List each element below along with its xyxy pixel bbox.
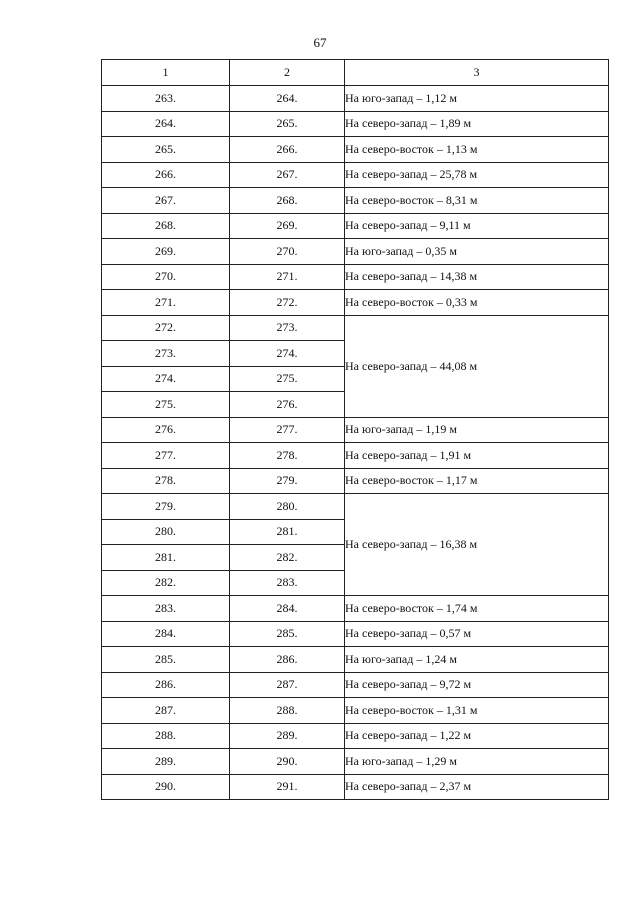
point-from-cell: 264. <box>102 111 230 137</box>
direction-distance-cell: На юго-запад – 1,19 м <box>345 417 609 443</box>
direction-distance-cell: На юго-запад – 0,35 м <box>345 239 609 265</box>
header-col-3: 3 <box>345 60 609 86</box>
point-from-cell: 280. <box>102 519 230 545</box>
table-row <box>102 774 609 800</box>
point-from-cell: 265. <box>102 137 230 163</box>
table-row <box>102 290 609 316</box>
point-from-cell: 287. <box>102 698 230 724</box>
table-row <box>102 86 609 112</box>
point-to-cell: 291. <box>230 774 345 800</box>
point-to-cell: 289. <box>230 723 345 749</box>
table-row <box>102 264 609 290</box>
point-from-cell: 275. <box>102 392 230 418</box>
header-col-2: 2 <box>230 60 345 86</box>
page-number: 67 <box>313 35 327 50</box>
direction-distance-cell: На северо-восток – 1,31 м <box>345 698 609 724</box>
point-to-cell: 277. <box>230 417 345 443</box>
direction-distance-cell: На северо-запад – 16,38 м <box>345 494 609 596</box>
point-to-cell: 264. <box>230 86 345 112</box>
direction-distance-cell: На северо-запад – 1,89 м <box>345 111 609 137</box>
point-from-cell: 289. <box>102 749 230 775</box>
point-to-cell: 275. <box>230 366 345 392</box>
point-from-cell: 288. <box>102 723 230 749</box>
point-to-cell: 274. <box>230 341 345 367</box>
point-from-cell: 290. <box>102 774 230 800</box>
direction-distance-cell: На юго-запад – 1,29 м <box>345 749 609 775</box>
table-row <box>102 417 609 443</box>
point-to-cell: 273. <box>230 315 345 341</box>
direction-distance-cell: На северо-запад – 2,37 м <box>345 774 609 800</box>
table-row <box>102 647 609 673</box>
table-row <box>102 239 609 265</box>
direction-distance-cell: На северо-запад – 9,72 м <box>345 672 609 698</box>
point-from-cell: 269. <box>102 239 230 265</box>
point-to-cell: 269. <box>230 213 345 239</box>
point-from-cell: 263. <box>102 86 230 112</box>
point-from-cell: 272. <box>102 315 230 341</box>
direction-distance-cell: На северо-восток – 1,74 м <box>345 596 609 622</box>
point-to-cell: 271. <box>230 264 345 290</box>
table-row <box>102 188 609 214</box>
point-from-cell: 284. <box>102 621 230 647</box>
point-to-cell: 290. <box>230 749 345 775</box>
table-row <box>102 162 609 188</box>
point-from-cell: 274. <box>102 366 230 392</box>
point-from-cell: 286. <box>102 672 230 698</box>
point-to-cell: 280. <box>230 494 345 520</box>
point-to-cell: 276. <box>230 392 345 418</box>
point-to-cell: 267. <box>230 162 345 188</box>
table-header-row <box>102 60 609 86</box>
table-row <box>102 315 609 341</box>
point-from-cell: 278. <box>102 468 230 494</box>
direction-distance-cell: На юго-запад – 1,12 м <box>345 86 609 112</box>
point-to-cell: 281. <box>230 519 345 545</box>
point-to-cell: 266. <box>230 137 345 163</box>
point-from-cell: 282. <box>102 570 230 596</box>
point-from-cell: 273. <box>102 341 230 367</box>
point-to-cell: 279. <box>230 468 345 494</box>
boundary-description-table <box>101 59 609 800</box>
point-from-cell: 270. <box>102 264 230 290</box>
table-row <box>102 468 609 494</box>
table-row <box>102 672 609 698</box>
point-to-cell: 287. <box>230 672 345 698</box>
direction-distance-cell: На северо-запад – 9,11 м <box>345 213 609 239</box>
direction-distance-cell: На северо-запад – 1,91 м <box>345 443 609 469</box>
point-from-cell: 276. <box>102 417 230 443</box>
point-from-cell: 281. <box>102 545 230 571</box>
direction-distance-cell: На северо-восток – 1,13 м <box>345 137 609 163</box>
point-to-cell: 283. <box>230 570 345 596</box>
point-to-cell: 284. <box>230 596 345 622</box>
point-to-cell: 272. <box>230 290 345 316</box>
point-to-cell: 282. <box>230 545 345 571</box>
point-from-cell: 285. <box>102 647 230 673</box>
table-row <box>102 621 609 647</box>
table-row <box>102 596 609 622</box>
point-to-cell: 288. <box>230 698 345 724</box>
table-row <box>102 723 609 749</box>
direction-distance-cell: На северо-восток – 1,17 м <box>345 468 609 494</box>
point-from-cell: 283. <box>102 596 230 622</box>
header-col-1: 1 <box>102 60 230 86</box>
direction-distance-cell: На северо-запад – 25,78 м <box>345 162 609 188</box>
point-from-cell: 279. <box>102 494 230 520</box>
table-row <box>102 749 609 775</box>
table-row <box>102 137 609 163</box>
direction-distance-cell: На северо-запад – 44,08 м <box>345 315 609 417</box>
table-row <box>102 111 609 137</box>
point-to-cell: 278. <box>230 443 345 469</box>
point-to-cell: 270. <box>230 239 345 265</box>
table-row <box>102 494 609 520</box>
direction-distance-cell: На северо-запад – 1,22 м <box>345 723 609 749</box>
point-from-cell: 277. <box>102 443 230 469</box>
point-from-cell: 266. <box>102 162 230 188</box>
direction-distance-cell: На северо-восток – 0,33 м <box>345 290 609 316</box>
table-row <box>102 698 609 724</box>
point-to-cell: 268. <box>230 188 345 214</box>
direction-distance-cell: На северо-запад – 0,57 м <box>345 621 609 647</box>
point-from-cell: 268. <box>102 213 230 239</box>
table-row <box>102 213 609 239</box>
direction-distance-cell: На юго-запад – 1,24 м <box>345 647 609 673</box>
point-from-cell: 267. <box>102 188 230 214</box>
point-to-cell: 285. <box>230 621 345 647</box>
direction-distance-cell: На северо-восток – 8,31 м <box>345 188 609 214</box>
table-row <box>102 443 609 469</box>
point-from-cell: 271. <box>102 290 230 316</box>
point-to-cell: 286. <box>230 647 345 673</box>
point-to-cell: 265. <box>230 111 345 137</box>
direction-distance-cell: На северо-запад – 14,38 м <box>345 264 609 290</box>
